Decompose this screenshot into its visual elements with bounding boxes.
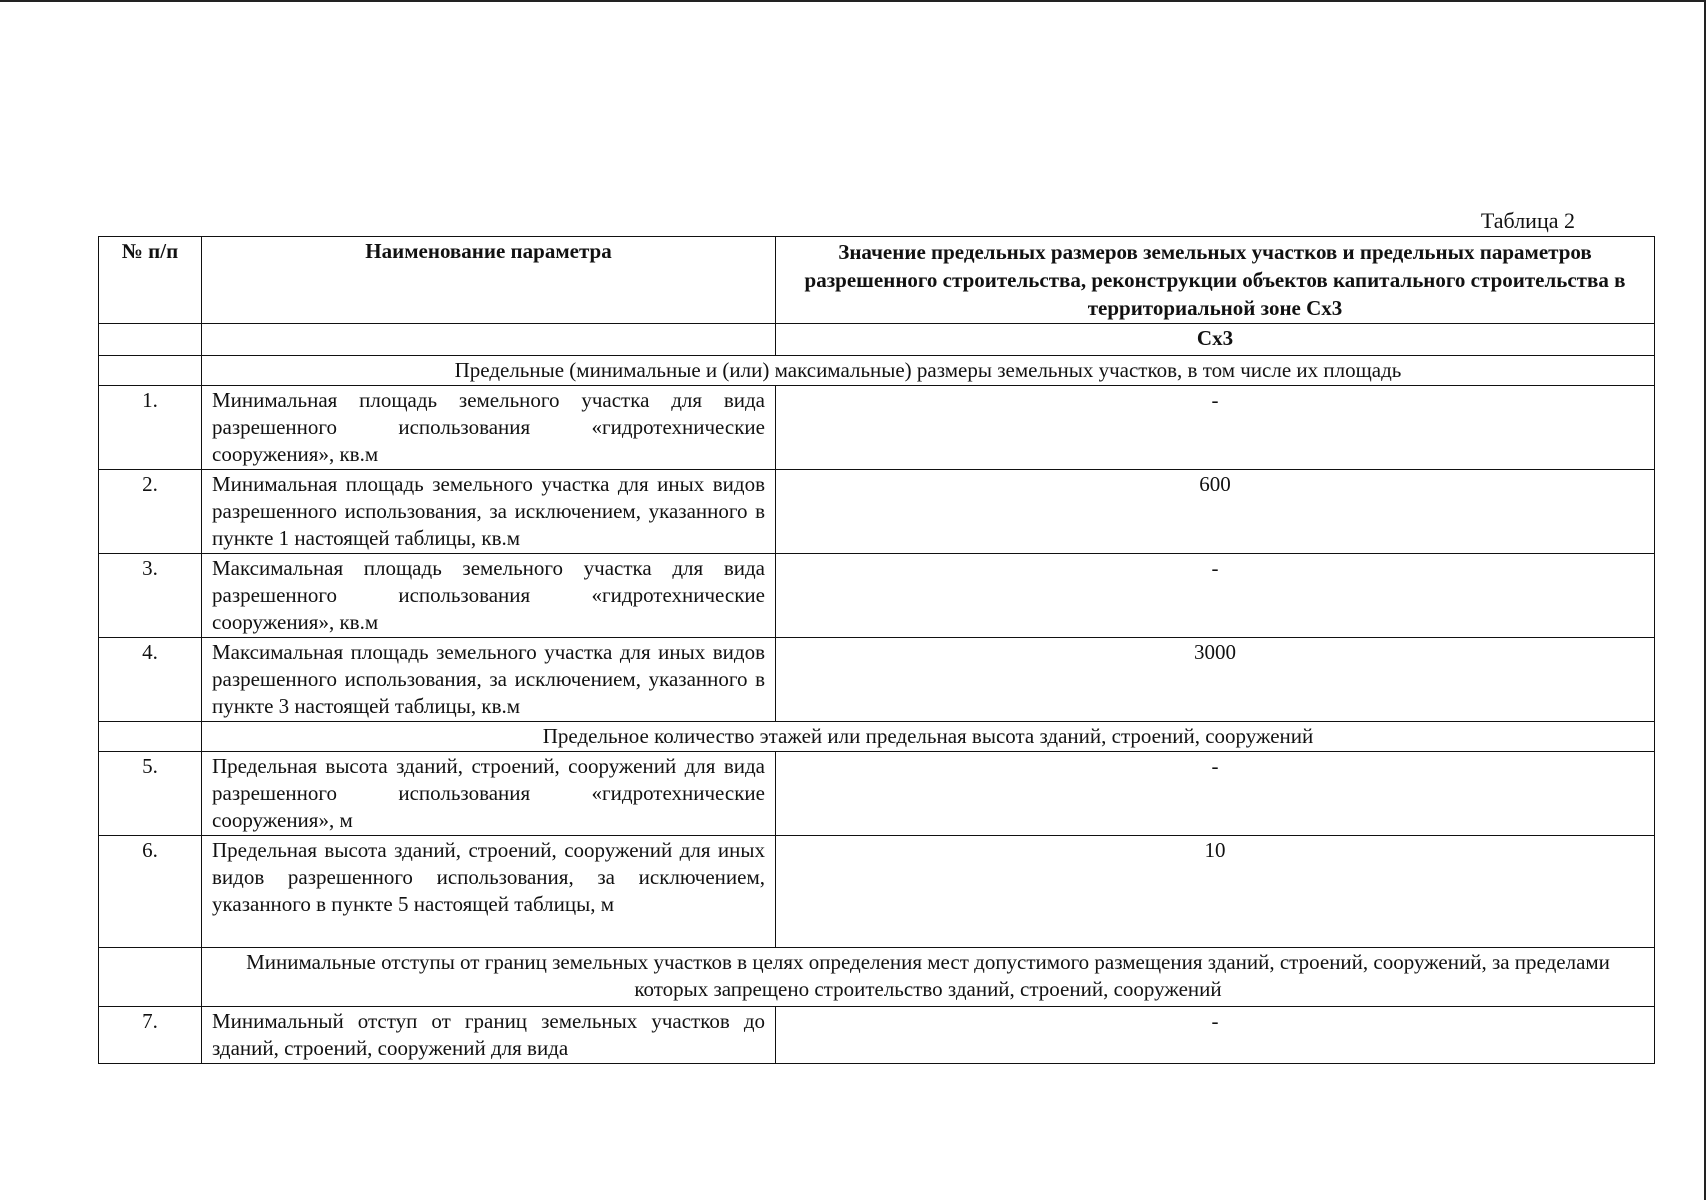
table-row — [99, 638, 1655, 722]
row-value: 600 — [776, 470, 1655, 554]
section-header-row — [99, 356, 1655, 386]
section-empty-num — [99, 356, 202, 386]
section-title: Минимальные отступы от границ земельных участков в целях определения мест допустимого размещения зданий, строений, сооружений, за пределами которых запрещено строительство зданий, строений, сооружений — [202, 948, 1655, 1007]
row-parameter-name: Минимальная площадь земельного участка для иных видов разрешенного использования, за исключением, указанного в пункте 1 настоящей таблицы, кв.м — [202, 470, 776, 554]
row-value: - — [776, 386, 1655, 470]
header-parameter-name: Наименование параметра — [202, 237, 776, 324]
parameters-table — [98, 236, 1655, 1064]
row-number: 4. — [99, 638, 202, 722]
table-row — [99, 752, 1655, 836]
row-parameter-name: Предельная высота зданий, строений, сооружений для вида разрешенного использования «гидротехнические сооружения», м — [202, 752, 776, 836]
row-number: 5. — [99, 752, 202, 836]
row-number: 7. — [99, 1007, 202, 1064]
row-value: - — [776, 554, 1655, 638]
table-row — [99, 554, 1655, 638]
row-parameter-name: Минимальный отступ от границ земельных участков до зданий, строений, сооружений для вида — [202, 1007, 776, 1064]
header-number: № п/п — [99, 237, 202, 324]
zone-code: Сх3 — [776, 324, 1655, 356]
row-number: 6. — [99, 836, 202, 948]
page-edge-top — [0, 0, 1706, 2]
zone-code-empty-name — [202, 324, 776, 356]
section-header-row — [99, 948, 1655, 1007]
row-value: 10 — [776, 836, 1655, 948]
row-parameter-name: Максимальная площадь земельного участка для иных видов разрешенного использования, за исключением, указанного в пункте 3 настоящей таблицы, кв.м — [202, 638, 776, 722]
table-caption: Таблица 2 — [1480, 208, 1575, 233]
zone-code-empty-num — [99, 324, 202, 356]
table-row — [99, 1007, 1655, 1064]
table-header-row — [99, 237, 1655, 324]
table-row — [99, 470, 1655, 554]
section-title: Предельные (минимальные и (или) максимальные) размеры земельных участков, в том числе их площадь — [202, 356, 1655, 386]
section-title: Предельное количество этажей или предельная высота зданий, строений, сооружений — [202, 722, 1655, 752]
row-parameter-name: Предельная высота зданий, строений, сооружений для иных видов разрешенного использования, за исключением, указанного в пункте 5 настоящей таблицы, м — [202, 836, 776, 948]
section-empty-num — [99, 722, 202, 752]
zone-code-row — [99, 324, 1655, 356]
row-number: 3. — [99, 554, 202, 638]
section-empty-num — [99, 948, 202, 1007]
row-number: 2. — [99, 470, 202, 554]
table-row — [99, 386, 1655, 470]
row-value: - — [776, 752, 1655, 836]
header-value: Значение предельных размеров земельных участков и предельных параметров разрешенного строительства, реконструкции объектов капитального строительства в территориальной зоне Сх3 — [776, 237, 1655, 324]
table-row — [99, 836, 1655, 948]
row-value: 3000 — [776, 638, 1655, 722]
row-value: - — [776, 1007, 1655, 1064]
row-number: 1. — [99, 386, 202, 470]
section-header-row — [99, 722, 1655, 752]
row-parameter-name: Минимальная площадь земельного участка для вида разрешенного использования «гидротехнические сооружения», кв.м — [202, 386, 776, 470]
row-parameter-name: Максимальная площадь земельного участка для вида разрешенного использования «гидротехнические сооружения», кв.м — [202, 554, 776, 638]
